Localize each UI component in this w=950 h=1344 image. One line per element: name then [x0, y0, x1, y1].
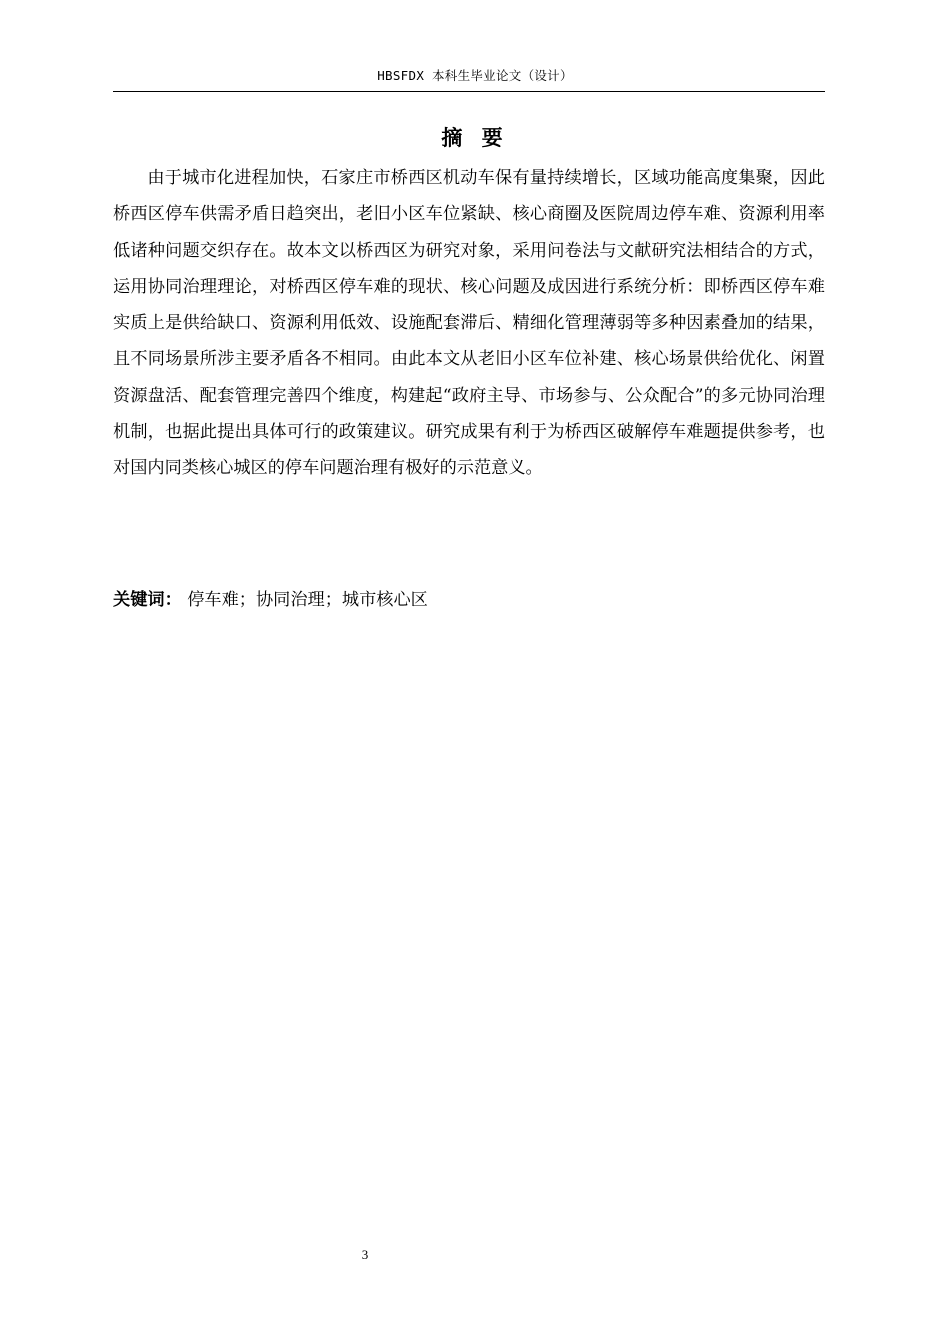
- abstract-title: 摘 要: [441, 126, 509, 150]
- running-header: HBSFDX 本科生毕业论文（设计）: [377, 68, 573, 83]
- header-divider: [113, 91, 825, 92]
- keywords-text: 停车难；协同治理；城市核心区: [187, 590, 428, 610]
- abstract-body: 由于城市化进程加快，石家庄市桥西区机动车保有量持续增长，区域功能高度集聚，因此桥西区停车供需矛盾日趋突出，老旧小区车位紧缺、核心商圈及医院周边停车难、资源利用率低诸种问题交织存在。故本文以桥西区为研究对象，采用问卷法与文献研究法相结合的方式，运用协同治理理论，对桥西区停车难的现状、核心问题及成因进行系统分析：即桥西区停车难实质上是供给缺口、资源利用低效、设施配套滞后、精细化管理薄弱等多种因素叠加的结果，且不同场景所涉主要矛盾各不相同。由此本文从老旧小区车位补建、核心场景供给优化、闲置资源盘活、配套管理完善四个维度，构建起“政府主导、市场参与、公众配合”的多元协同治理机制，也据此提出具体可行的政策建议。研究成果有利于为桥西区破解停车难题提供参考，也对国内同类核心城区的停车问题治理有极好的示范意义。: [113, 168, 825, 479]
- keywords-label: 关键词：: [113, 590, 182, 610]
- keywords-line: [113, 585, 825, 615]
- page-number: 3: [361, 1247, 369, 1262]
